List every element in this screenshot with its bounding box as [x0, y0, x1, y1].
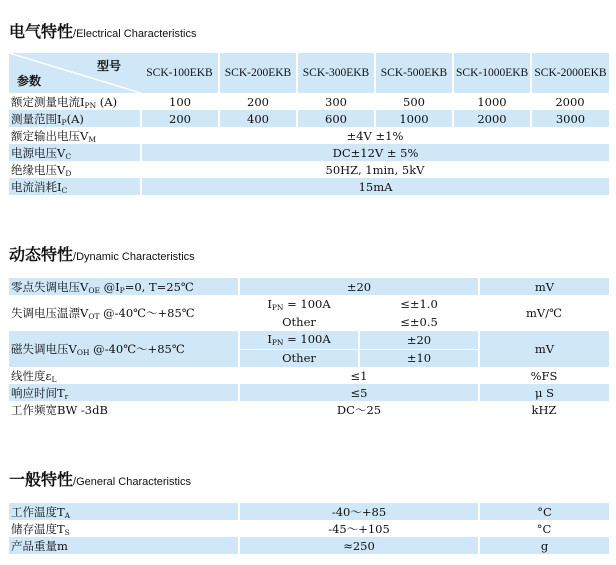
condition-cell: $I_{PN} = 100A$: [239, 331, 359, 349]
table-cell: -45～+105: [328, 521, 390, 536]
unit-cell: μ S: [479, 384, 609, 401]
condition-cell: Other: [282, 315, 316, 329]
model-header: SCK-200EKB: [219, 53, 297, 93]
row-label: 测量范围$I_P(A)$: [9, 110, 141, 127]
dynamic-section-title: [9, 242, 195, 265]
spec-row-weight: [9, 537, 609, 554]
spec-row-linearity: [9, 367, 609, 384]
unit-cell: mV: [479, 278, 609, 295]
table-cell: ±10: [359, 349, 479, 367]
table-cell: 1000: [477, 94, 507, 109]
model-header: SCK-500EKB: [375, 53, 453, 93]
spec-row-temp-drift: [9, 295, 609, 313]
model-header: SCK-1000EKB: [453, 53, 531, 93]
table-cell: 3000: [531, 110, 609, 127]
general-title-cn: 一般特性: [9, 470, 74, 489]
row-label: 工作温度$T_A$: [9, 503, 239, 520]
condition-cell: Other: [239, 349, 359, 367]
unit-cell: g: [479, 537, 609, 554]
row-label: 磁失调电压$V_{OH}$ @-40℃～+85℃: [9, 331, 239, 367]
corner-header: [9, 53, 141, 93]
spec-row-zero-offset: [9, 278, 609, 295]
table-cell: ≤±1.0: [400, 297, 438, 311]
table-cell: 15mA: [141, 178, 609, 195]
row-label: 电源电压$V_C$: [9, 144, 141, 161]
row-label: 额定测量电流$I_{PN}$ (A): [11, 94, 118, 110]
spec-row-supply-voltage: [9, 144, 609, 161]
table-cell: ≈250: [239, 537, 479, 554]
row-label: 线性度$\varepsilon_L$: [11, 368, 57, 384]
spec-row-response-time: [9, 384, 609, 401]
row-label: 失调电压温漂$V_{OT}$ @-40℃～+85℃: [11, 306, 195, 321]
corner-param-label: 参数: [17, 74, 42, 88]
table-cell: ≤1: [350, 368, 368, 383]
spec-row-output-voltage: [9, 127, 609, 144]
row-label: 储存温度$T_S$: [11, 521, 70, 537]
spec-row-bandwidth: [9, 401, 609, 418]
general-title-en: /General Characteristics: [73, 476, 192, 488]
unit-cell: °C: [536, 521, 552, 536]
table-cell: 1000: [375, 110, 453, 127]
spec-row-storage-temp: [9, 520, 609, 537]
model-header: SCK-300EKB: [297, 53, 375, 93]
corner-model-label: 型号: [96, 59, 121, 73]
row-label: 工作频宽BW -3dB: [11, 402, 108, 417]
unit-cell: mV: [479, 331, 609, 367]
condition-cell: $I_{PN} = 100A$: [267, 296, 331, 312]
electrical-title-en: /Electrical Characteristics: [73, 28, 197, 40]
model-header: SCK-2000EKB: [531, 53, 609, 93]
table-cell: 400: [219, 110, 297, 127]
row-label: 绝缘电压$V_D$: [11, 162, 72, 178]
table-cell: 300: [325, 94, 347, 109]
table-cell: ≤±0.5: [400, 315, 438, 329]
row-label: 产品重量m: [9, 537, 239, 554]
spec-row-current-consumption: [9, 178, 609, 195]
table-cell: DC～25: [336, 402, 382, 417]
row-label: 电流消耗$I_C$: [9, 178, 141, 195]
dynamic-title-cn: 动态特性: [9, 245, 74, 264]
table-cell: 100: [169, 94, 191, 109]
table-cell: ±4V ±1%: [346, 128, 404, 143]
spec-row-measure-range: [9, 110, 609, 127]
spec-row-hysteresis: [9, 331, 609, 349]
table-cell: ≤5: [239, 384, 479, 401]
row-label: 额定输出电压$V_M$: [11, 128, 96, 144]
table-cell: 50HZ, 1min, 5kV: [325, 162, 425, 177]
electrical-table: [9, 53, 609, 195]
spec-row-rated-current: [9, 93, 609, 110]
spec-row-operating-temp: [9, 503, 609, 520]
unit-cell: kHZ: [531, 402, 557, 417]
row-label: 响应时间$T_r$: [9, 384, 239, 401]
dynamic-table: [9, 278, 609, 418]
table-cell: 2000: [555, 94, 585, 109]
general-table: [9, 503, 609, 554]
table-cell: -40～+85: [239, 503, 479, 520]
table-cell: 200: [247, 94, 269, 109]
electrical-title-cn: 电气特性: [9, 22, 74, 41]
table-cell: 2000: [453, 110, 531, 127]
model-header: SCK-100EKB: [141, 53, 219, 93]
table-cell: 600: [297, 110, 375, 127]
table-cell: ±20: [359, 331, 479, 349]
unit-cell: mV/℃: [526, 306, 562, 320]
unit-cell: °C: [479, 503, 609, 520]
table-cell: DC±12V ± 5%: [141, 144, 609, 161]
spec-row-insulation: [9, 161, 609, 178]
unit-cell: %FS: [530, 368, 558, 383]
dynamic-title-en: /Dynamic Characteristics: [73, 251, 195, 263]
table-cell: 500: [403, 94, 425, 109]
row-label: 零点失调电压$V_{OE}$ $@I_P=0$, T=25℃: [9, 278, 239, 295]
electrical-section-title: [9, 19, 197, 42]
general-section-title: [9, 467, 191, 490]
table-cell: 200: [141, 110, 219, 127]
table-cell: ±20: [239, 278, 479, 295]
